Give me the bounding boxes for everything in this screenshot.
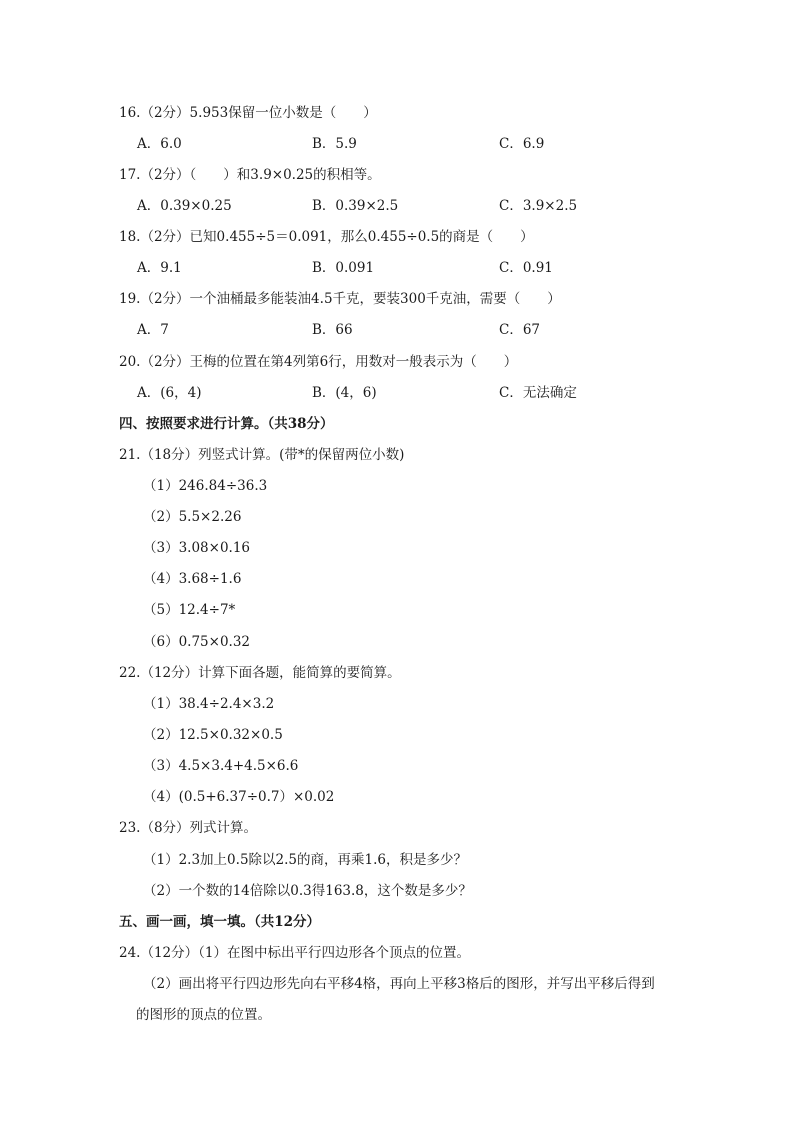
q22-item-1: （1）38.4÷2.4×3.2 bbox=[143, 696, 275, 712]
q18-option-a: A．9.1 bbox=[137, 260, 182, 276]
q22-item-3: （3）4.5×3.4+4.5×6.6 bbox=[143, 758, 299, 774]
q21-item-4: （4）3.68÷1.6 bbox=[143, 571, 242, 587]
q21-item-5: （5）12.4÷7* bbox=[143, 602, 236, 618]
section-5-heading: 五、画一画，填一填。（共12分） bbox=[119, 914, 321, 930]
question-19: 19.（2分）一个油桶最多能装油4.5千克，要装300千克油，需要（ ） bbox=[119, 291, 561, 307]
q20-option-b: B．(4，6) bbox=[312, 385, 377, 401]
question-22: 22.（12分）计算下面各题，能简算的要简算。 bbox=[119, 665, 401, 681]
q22-item-4: （4）(0.5+6.37÷0.7）×0.02 bbox=[143, 789, 335, 805]
q20-option-c: C．无法确定 bbox=[499, 385, 577, 401]
q19-option-b: B．66 bbox=[312, 322, 353, 338]
q21-item-1: （1）246.84÷36.3 bbox=[143, 478, 268, 494]
q17-option-b: B．0.39×2.5 bbox=[312, 198, 399, 214]
q21-item-3: （3）3.08×0.16 bbox=[143, 540, 251, 556]
q24-item-2-line-1: （2）画出将平行四边形先向右平移4格，再向上平移3格后的图形，并写出平移后得到 bbox=[143, 976, 655, 992]
q19-option-c: C．67 bbox=[499, 322, 541, 338]
q16-option-c: C．6.9 bbox=[499, 136, 545, 152]
question-21: 21.（18分）列竖式计算。(带*的保留两位小数) bbox=[119, 447, 405, 463]
section-4-heading: 四、按照要求进行计算。（共38分） bbox=[119, 416, 334, 432]
question-20: 20.（2分）王梅的位置在第4列第6行，用数对一般表示为（ ） bbox=[119, 354, 518, 370]
q24-item-2-line-2: 的图形的顶点的位置。 bbox=[136, 1007, 271, 1023]
q18-option-c: C．0.91 bbox=[499, 260, 553, 276]
q19-option-a: A．7 bbox=[137, 322, 169, 338]
question-24: 24.（12分）（1）在图中标出平行四边形各个顶点的位置。 bbox=[119, 945, 470, 961]
q21-item-6: （6）0.75×0.32 bbox=[143, 634, 251, 650]
q20-option-a: A．(6，4) bbox=[137, 385, 202, 401]
q18-option-b: B．0.091 bbox=[312, 260, 375, 276]
q23-item-2: （2）一个数的14倍除以0.3得163.8，这个数是多少？ bbox=[143, 883, 472, 899]
q23-item-1: （1）2.3加上0.5除以2.5的商，再乘1.6，积是多少？ bbox=[143, 852, 467, 868]
q16-option-a: A．6.0 bbox=[137, 136, 182, 152]
q17-option-a: A．0.39×0.25 bbox=[137, 198, 232, 214]
q16-option-b: B．5.9 bbox=[312, 136, 357, 152]
q22-item-2: （2）12.5×0.32×0.5 bbox=[143, 727, 283, 743]
question-23: 23.（8分）列式计算。 bbox=[119, 820, 258, 836]
question-17: 17.（2分）（ ）和3.9×0.25的积相等。 bbox=[119, 167, 381, 183]
q17-option-c: C．3.9×2.5 bbox=[499, 198, 578, 214]
q21-item-2: （2）5.5×2.26 bbox=[143, 509, 242, 525]
question-18: 18.（2分）已知0.455÷5＝0.091，那么0.455÷0.5的商是（ ） bbox=[119, 229, 534, 245]
question-16: 16.（2分）5.953保留一位小数是（ ） bbox=[119, 105, 377, 121]
